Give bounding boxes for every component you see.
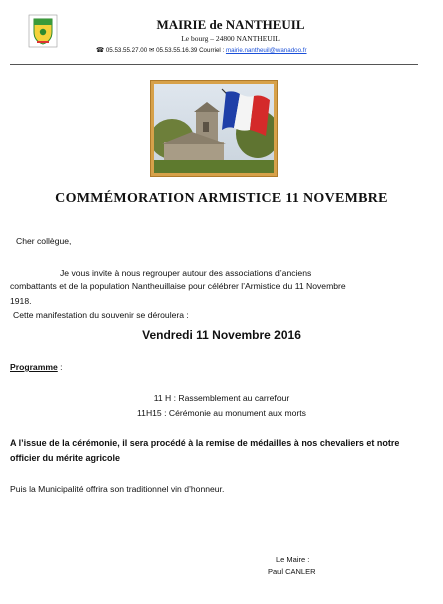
programme-item: 11H15 : Cérémonie au monument aux morts — [137, 408, 306, 418]
church-flag-photo — [151, 81, 277, 176]
email-link[interactable]: mairie.nantheuil@wanadoo.fr — [225, 47, 307, 54]
invitation-line-3: 1918. — [10, 296, 32, 306]
event-date: Vendredi 11 Novembre 2016 — [142, 328, 301, 342]
medals-paragraph: A l’issue de la cérémonie, il sera procédé à la remise de médailles à nos chevaliers et notre officier du mérite agricole — [10, 438, 400, 463]
mairie-title: MAIRIE de NANTHEUIL — [156, 17, 305, 32]
telephone-icon: ☎ — [96, 47, 105, 54]
vin-honneur-line: Puis la Municipalité offrira son traditionnel vin d’honneur. — [10, 484, 225, 494]
email-label: Courriel : — [199, 47, 225, 54]
invitation-line-1: Je vous invite à nous regrouper autour des associations d’anciens — [60, 268, 312, 278]
manifestation-line: Cette manifestation du souvenir se déroulera : — [13, 310, 189, 320]
programme-colon: : — [57, 362, 63, 372]
programme-label: Programme — [10, 362, 58, 372]
fax-icon: ✉ — [148, 47, 155, 54]
signature-role: Le Maire : — [276, 555, 310, 564]
fax-number: 05.53.55.16.39 — [156, 47, 198, 54]
contact-line — [96, 46, 307, 54]
signature-name: Paul CANLER — [268, 567, 316, 576]
header-divider — [10, 64, 418, 65]
commemoration-heading: COMMÉMORATION ARMISTICE 11 NOVEMBRE — [55, 191, 388, 206]
programme-heading — [10, 362, 63, 373]
phone-number: 05.53.55.27.00 — [105, 47, 148, 54]
programme-item: 11 H : Rassemblement au carrefour — [153, 393, 290, 403]
greeting: Cher collègue, — [16, 236, 72, 246]
mairie-address: Le bourg – 24800 NANTHEUIL — [181, 34, 280, 43]
invitation-line-2: combattants et de la population Nantheuillaise pour célébrer l’Armistice du 11 Novembre — [10, 281, 346, 291]
